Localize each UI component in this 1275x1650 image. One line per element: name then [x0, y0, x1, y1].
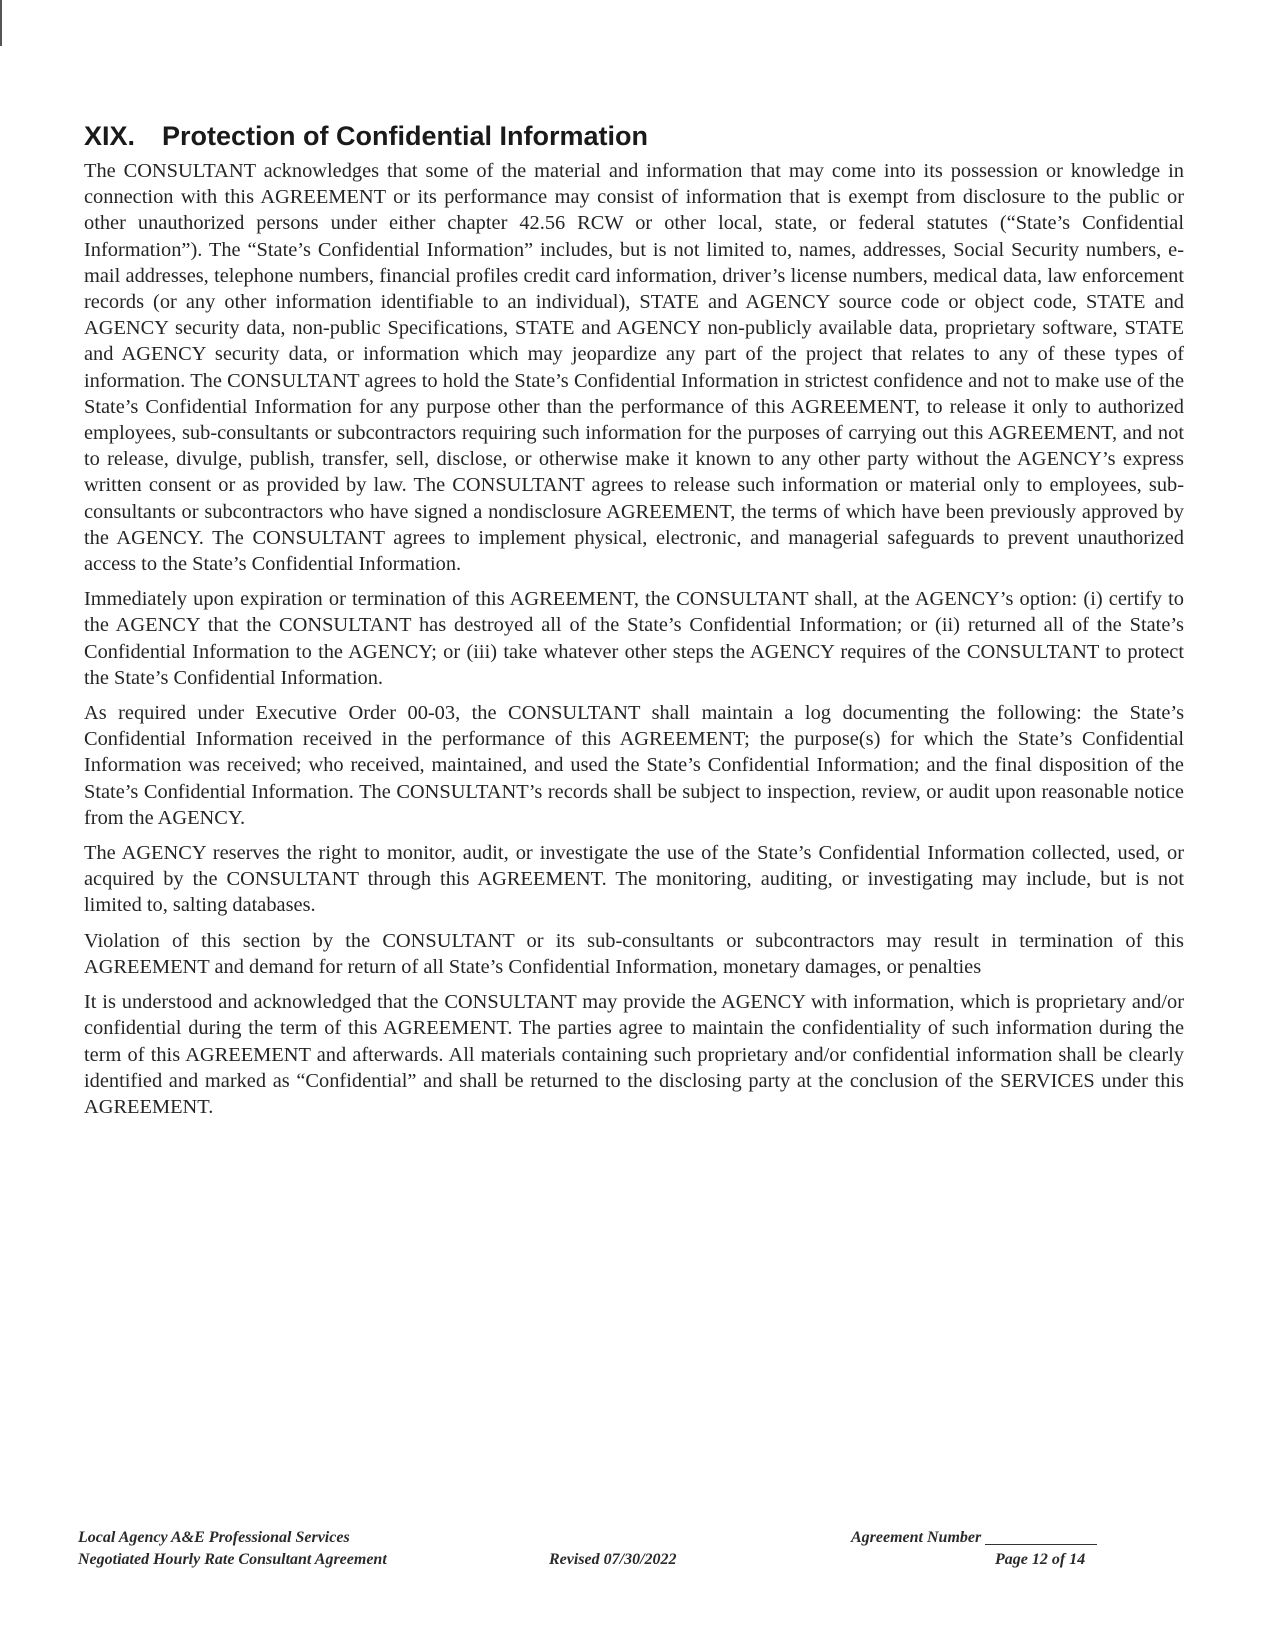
scan-edge-mark [0, 0, 2, 46]
page-footer [78, 1527, 1108, 1587]
paragraph-expiration-termination: Immediately upon expiration or termination of this AGREEMENT, the CONSULTANT shall, at the AGENCY’s option: (i) certify to the AGENCY that the CONSULTANT has destroyed all of the State’s Confidential Information; or (ii) returned all of the State’s Confidential Information to the AGENCY; or (iii) take whatever other steps the AGENCY requires of the CONSULTANT to protect the State’s Confidential Information. [84, 588, 1184, 689]
section-number: XIX. [84, 121, 136, 151]
paragraph-confidential-info-definition: The CONSULTANT acknowledges that some of the material and information that may come into its possession or knowledge in connection with this AGREEMENT or its performance may consist of information that is exempt from disclosure to the public or other unauthorized persons under either chapter 42.56 RCW or other local, state, or federal statutes (“State’s Confidential Information”). The “State’s Confidential Information” includes, but is not limited to, names, addresses, Social Security numbers, e-mail addresses, telephone numbers, financial profiles credit card information, driver’s license numbers, medical data, law enforcement records (or any other information identifiable to an individual), STATE and AGENCY source code or object code, STATE and AGENCY security data, non-public Specifications, STATE and AGENCY non-publicly available data, proprietary software, STATE and AGENCY security data, or information which may jeopardize any part of the project that relates to any of these types of information. The CONSULTANT agrees to hold the State’s Confidential Information in strictest confidence and not to make use of the State’s Confidential Information for any purpose other than the performance of this AGREEMENT, to release it only to authorized employees, sub-consultants or subcontractors requiring such information for the purposes of carrying out this AGREEMENT, and not to release, divulge, publish, transfer, sell, disclose, or otherwise make it known to any other party without the AGENCY’s express written consent or as provided by law. The CONSULTANT agrees to release such information or material only to employees, sub-consultants or subcontractors who have signed a nondisclosure AGREEMENT, the terms of which have been previously approved by the AGENCY. The CONSULTANT agrees to implement physical, electronic, and managerial safeguards to prevent unauthorized access to the State’s Confidential Information. [84, 160, 1184, 576]
footer-line-2: Negotiated Hourly Rate Consultant Agreement [78, 1551, 387, 1568]
section-title: Protection of Confidential Information [162, 121, 648, 151]
footer-agreement-type [78, 1527, 387, 1571]
agreement-number-row [851, 1527, 1123, 1549]
paragraph-agency-monitoring: The AGENCY reserves the right to monitor, audit, or investigate the use of the State’s Confidential Information collected, used, or acquired by the CONSULTANT through this AGREEMENT. The monitoring, auditing, or investigating may include, but is not limited to, salting databases. [84, 842, 1184, 917]
footer-revised-date: Revised 07/30/2022 [549, 1551, 677, 1568]
paragraph-violation: Violation of this section by the CONSULTANT or its sub-consultants or subcontractors may result in termination of this AGREEMENT and demand for return of all State’s Confidential Information, monetary damages, or penalties [84, 929, 1184, 978]
page-number: Page 12 of 14 [995, 1551, 1086, 1568]
footer-agreement-info [851, 1527, 1123, 1568]
section-heading [84, 118, 1184, 154]
paragraph-proprietary-information: It is understood and acknowledged that the CONSULTANT may provide the AGENCY with information, which is proprietary and/or confidential during the term of this AGREEMENT. The parties agree to maintain the confidentiality of such information during the term of this AGREEMENT and afterwards. All materials containing such proprietary and/or confidential information shall be clearly identified and marked as “Confidential” and shall be returned to the disclosing party at the conclusion of the SERVICES under this AGREEMENT. [84, 991, 1184, 1118]
document-page [84, 118, 1184, 1129]
paragraph-executive-order-log: As required under Executive Order 00-03, the CONSULTANT shall maintain a log documenting the following: the State’s Confidential Information received in the performance of this AGREEMENT; the purpose(s) for which the State’s Confidential Information was received; who received, maintained, and used the State’s Confidential Information; and the final disposition of the State’s Confidential Information. The CONSULTANT’s records shall be subject to inspection, review, or audit upon reasonable notice from the AGENCY. [84, 702, 1184, 829]
agreement-number-label: Agreement Number [851, 1529, 982, 1546]
footer-line-1: Local Agency A&E Professional Services [78, 1529, 350, 1546]
agreement-number-blank [985, 1530, 1097, 1545]
